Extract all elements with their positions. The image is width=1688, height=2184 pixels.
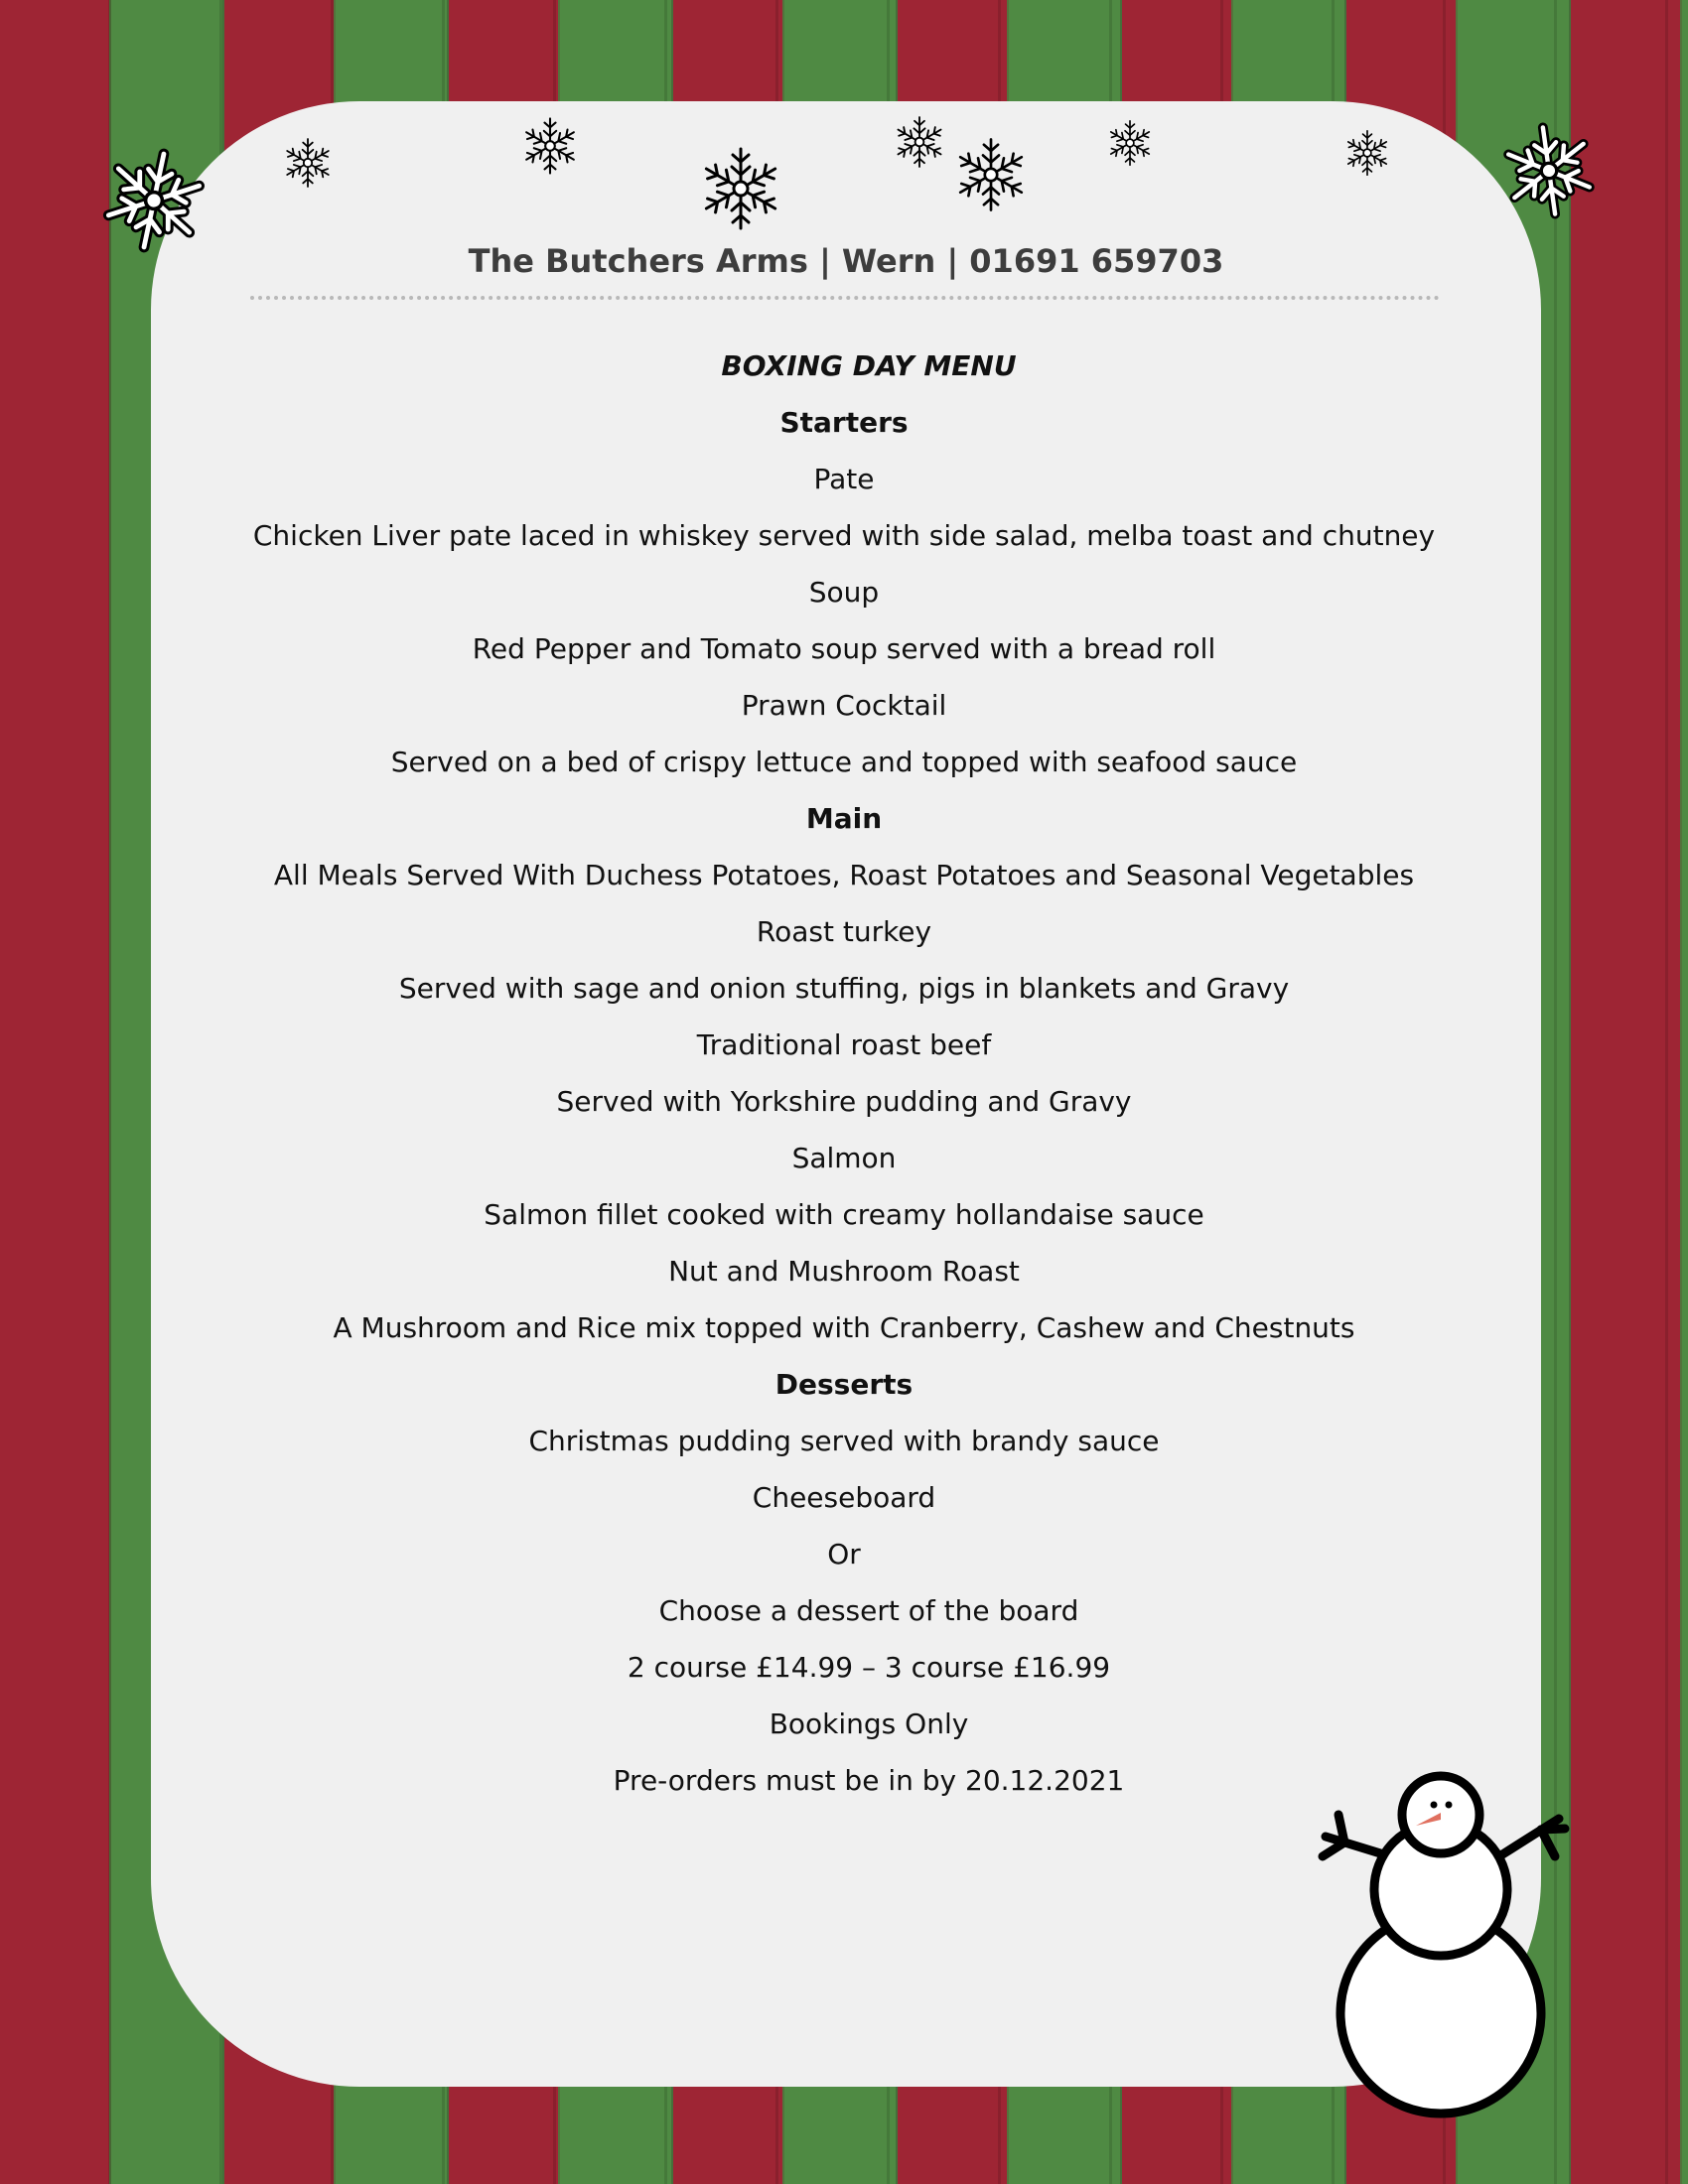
menu-item-description: Served with Yorkshire pudding and Gravy [556,1085,1132,1118]
dessert-board-note: Choose a dessert of the board [658,1594,1079,1627]
menu-item: Salmon [791,1142,897,1174]
menu-item: Cheeseboard [752,1481,936,1514]
menu-title: BOXING DAY MENU [721,349,1017,382]
menu-item-description: Served with sage and onion stuffing, pigs in blankets and Gravy [398,972,1290,1005]
menu-item-description: Chicken Liver pate laced in whiskey served with side salad, melba toast and chutney [252,519,1436,552]
menu-item: Traditional roast beef [696,1028,992,1061]
bookings-note: Bookings Only [769,1707,969,1740]
snowman-icon [1311,1757,1589,2124]
menu-item: Christmas pudding served with brandy sauce [528,1425,1160,1457]
snowflake-icon [281,136,335,190]
snowflake-icon [892,111,947,173]
menu-body [250,346,1438,1818]
snowflake-icon [1105,115,1155,171]
menu-item-description: Salmon fillet cooked with creamy hollandaise sauce [484,1198,1204,1231]
header-divider [250,296,1440,300]
menu-item-description: A Mushroom and Rice mix topped with Cranberry, Cashew and Chestnuts [333,1311,1355,1344]
menu-note: All Meals Served With Duchess Potatoes, Roast Potatoes and Seasonal Vegetables [273,859,1415,891]
menu-item: Roast turkey [756,915,932,948]
menu-item-description: Served on a bed of crispy lettuce and topped with seafood sauce [390,746,1298,778]
snowflake-icon [519,113,581,179]
section-heading-starters: Starters [779,406,909,439]
menu-item: Nut and Mushroom Roast [668,1255,1020,1288]
section-heading-desserts: Desserts [774,1368,914,1401]
menu-item: Soup [808,576,880,609]
snowflake-icon [1499,121,1599,220]
stripe-divider [1665,0,1668,2184]
menu-item: Pate [813,463,875,495]
menu-item: Prawn Cocktail [741,689,947,722]
snowflake-icon [696,137,785,240]
menu-item: Or [827,1538,861,1570]
preorder-note: Pre-orders must be in by 20.12.2021 [613,1764,1125,1797]
section-heading-main: Main [805,802,883,835]
restaurant-header: The Butchers Arms | Wern | 01691 659703 [468,242,1224,280]
price-line: 2 course £14.99 – 3 course £16.99 [627,1651,1111,1684]
snowflake-icon [1342,125,1392,181]
stripe-divider [108,0,111,2184]
snowflake-icon [951,129,1031,220]
snowflake-icon [99,141,209,260]
menu-item-description: Red Pepper and Tomato soup served with a bread roll [472,632,1216,665]
